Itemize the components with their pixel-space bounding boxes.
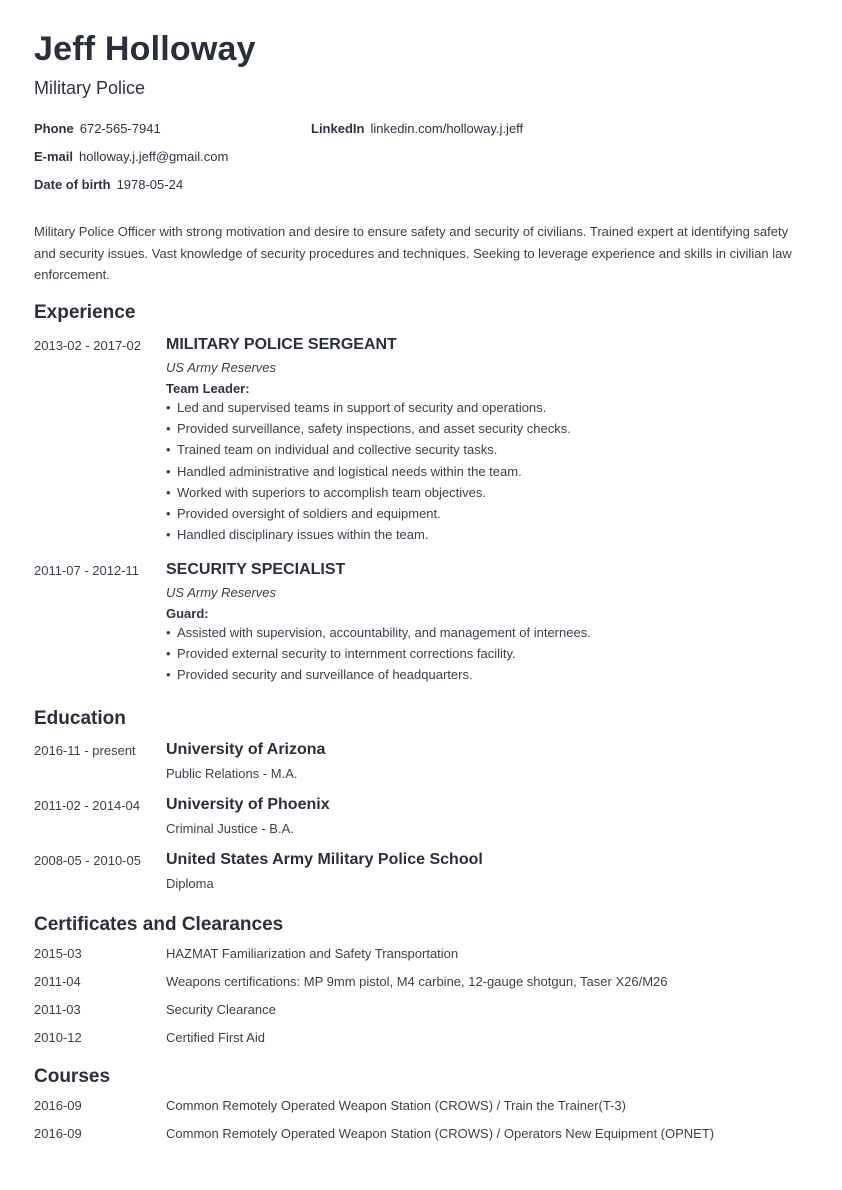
- experience-heading: Experience: [34, 302, 136, 323]
- school-name: United States Army Military Police School: [166, 851, 483, 868]
- experience-dates: 2011-07 - 2012-11: [34, 563, 140, 578]
- profile-summary: Military Police Officer with strong motivation and desire to ensure safety and security of civilians. Trained expert at identifying safety and security issues. Vast knowledge of security procedures and techniques. Seeking to leverage experience and skills in civilian law enforcement.: [34, 224, 792, 282]
- dob-label: Date of birth: [34, 177, 111, 192]
- list-item: • Led and supervised teams in support of security and operations.: [166, 400, 547, 415]
- education-dates: 2008-05 - 2010-05: [34, 853, 141, 868]
- contact-email: [34, 149, 228, 164]
- phone-value: 672-565-7941: [79, 121, 161, 136]
- certificate-date: 2010-12: [34, 1030, 82, 1045]
- email-label: E-mail: [34, 149, 74, 164]
- employer: US Army Reserves: [166, 585, 277, 600]
- email-value: holloway.j.jeff@gmail.com: [79, 149, 229, 164]
- certificate-name: Certified First Aid: [166, 1030, 265, 1045]
- duties-list: [166, 622, 806, 686]
- education-entry: [166, 850, 806, 892]
- experience-entry: [166, 335, 806, 545]
- list-item: • Handled disciplinary issues within the team.: [166, 527, 429, 543]
- dob-value: 1978-05-24: [116, 177, 184, 192]
- list-item: • Provided oversight of soldiers and equipment.: [166, 506, 441, 522]
- list-item: • Provided security and surveillance of headquarters.: [166, 667, 473, 683]
- course-date: 2016-09: [34, 1126, 82, 1141]
- list-item: • Worked with superiors to accomplish team objectives.: [166, 484, 486, 500]
- certificates-heading: Certificates and Clearances: [34, 914, 284, 935]
- candidate-role: Military Police: [34, 78, 146, 98]
- certificate-date: 2015-03: [34, 946, 82, 961]
- education-dates: 2016-11 - present: [34, 743, 136, 758]
- list-item: • Provided external security to internment corrections facility.: [166, 646, 516, 662]
- education-heading: Education: [34, 708, 126, 729]
- phone-label: Phone: [34, 121, 74, 136]
- course-date: 2016-09: [34, 1098, 82, 1113]
- candidate-name: Jeff Holloway: [34, 30, 256, 68]
- list-item: • Provided surveillance, safety inspections, and asset security checks.: [166, 421, 571, 437]
- degree: Diploma: [166, 876, 214, 891]
- duties-list: [166, 397, 806, 545]
- contact-phone: [34, 121, 161, 136]
- degree: Criminal Justice - B.A.: [166, 821, 294, 836]
- contact-linkedin: [311, 121, 523, 136]
- experience-entry: [166, 560, 806, 686]
- position-label: Guard:: [166, 606, 209, 621]
- school-name: University of Phoenix: [166, 796, 330, 813]
- course-name: Common Remotely Operated Weapon Station (CROWS) / Train the Trainer(T-3): [166, 1098, 626, 1113]
- linkedin-value: linkedin.com/holloway.j.jeff: [370, 121, 524, 136]
- list-item: • Trained team on individual and collective security tasks.: [166, 442, 498, 458]
- job-title: MILITARY POLICE SERGEANT: [166, 336, 397, 353]
- certificate-date: 2011-03: [34, 1002, 81, 1017]
- school-name: University of Arizona: [166, 741, 326, 758]
- job-title: SECURITY SPECIALIST: [166, 561, 346, 578]
- courses-heading: Courses: [34, 1066, 111, 1087]
- contact-dob: [34, 177, 183, 192]
- certificate-name: Security Clearance: [166, 1002, 276, 1017]
- position-label: Team Leader:: [166, 381, 250, 396]
- linkedin-label: LinkedIn: [311, 121, 365, 136]
- certificate-name: HAZMAT Familiarization and Safety Transportation: [166, 946, 459, 961]
- degree: Public Relations - M.A.: [166, 766, 298, 781]
- list-item: • Handled administrative and logistical needs within the team.: [166, 463, 522, 479]
- education-entry: [166, 740, 806, 782]
- list-item: • Assisted with supervision, accountability, and management of internees.: [166, 625, 591, 640]
- employer: US Army Reserves: [166, 360, 277, 375]
- certificate-name: Weapons certifications: MP 9mm pistol, M4 carbine, 12-gauge shotgun, Taser X26/M26: [166, 974, 668, 989]
- course-name: Common Remotely Operated Weapon Station (CROWS) / Operators New Equipment (OPNET): [166, 1126, 715, 1141]
- certificate-date: 2011-04: [34, 974, 81, 989]
- experience-dates: 2013-02 - 2017-02: [34, 338, 141, 353]
- education-entry: [166, 795, 806, 837]
- education-dates: 2011-02 - 2014-04: [34, 798, 141, 813]
